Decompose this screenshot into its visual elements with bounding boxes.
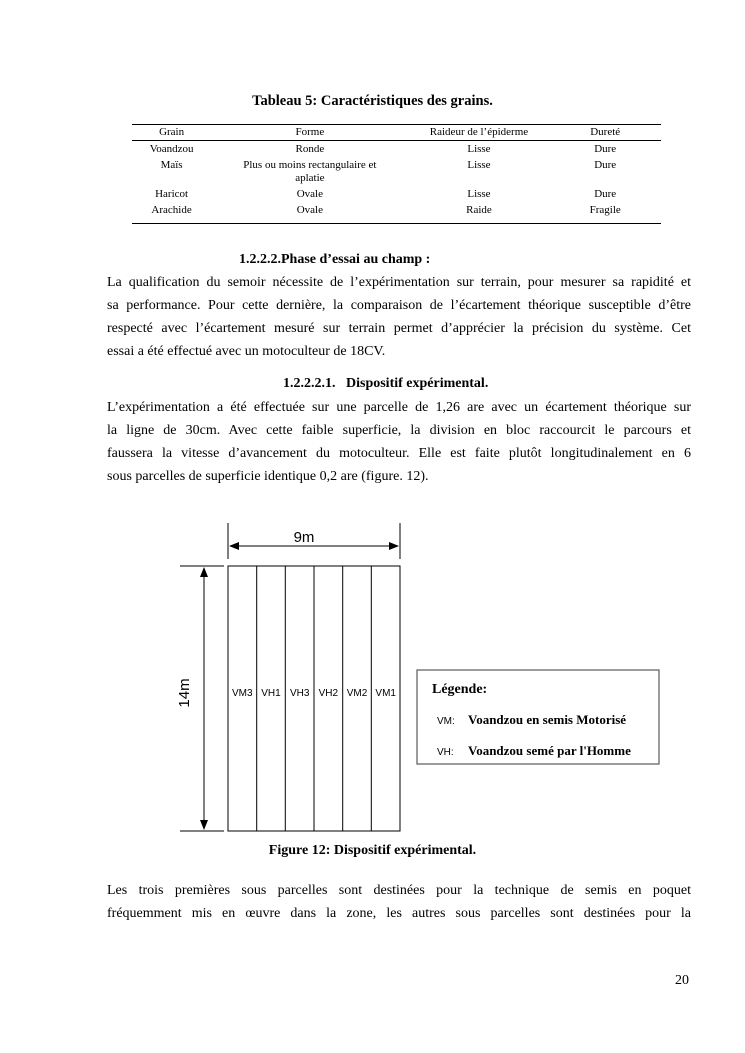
paragraph-line: fréquemment mis en œuvre dans la zone, les autres sous parcelles sont destinées pour la [107,906,691,921]
table-cell: Haricot [155,188,189,200]
table-cell: Ovale [296,204,323,216]
table-cell: Plus ou moins rectangulaire et aplatie [243,159,377,184]
legend-title: Légende: [432,682,488,697]
paragraph-line: respecté avec l’écartement mesuré sur terrain permet d’apprécier la précision du système. Cet [107,321,691,336]
table-title: Tableau 5: Caractéristiques des grains. [252,93,493,109]
table-header-cell: Dureté [549,125,661,141]
legend-text: Voandzou en semis Motorisé [468,712,627,727]
table-cell: Voandzou [149,143,194,155]
table-cell: Dure [594,188,617,200]
paragraph-line: sous parcelles de superficie identique 0,2 are (figure. 12). [107,469,429,484]
page-number: 20 [675,973,689,988]
table-row [132,157,661,186]
plot-label: VM3 [232,688,253,699]
paragraph [107,271,691,363]
paragraph-line: La qualification du semoir nécessite de l’expérimentation sur terrain, pour mesurer sa rapidité et [107,275,691,290]
plot-label: VH2 [318,688,339,699]
table-cell: Lisse [467,143,491,155]
section-heading: 1.2.2.2.Phase d’essai au champ : [239,252,431,267]
table-row [132,202,661,224]
paragraph-line: L’expérimentation a été effectuée sur une parcelle de 1,26 are avec un écartement théorique sur [107,400,691,415]
paragraph-line: Les trois premières sous parcelles sont destinées pour la technique de semis en poquet [107,883,691,898]
plot-label: VM1 [375,688,396,699]
subsection-heading [283,376,488,392]
paragraph-line: faussera la vitesse d’avancement du motoculteur. Elle est faite plutôt longitudinalement en 6 [107,446,691,461]
subsection-title: Dispositif expérimental. [346,376,489,391]
table-header-row [132,125,661,141]
paragraph-line: essai a été effectué avec un motoculteur de 18CV. [107,344,386,359]
table-header-cell: Grain [132,125,211,141]
experimental-layout-figure [170,515,670,840]
height-label: 14m [176,678,193,708]
table-cell: Arachide [151,204,192,216]
table-cell: Maïs [160,159,183,171]
plot-label: VM2 [346,688,368,699]
plot-label: VH1 [261,688,281,699]
grains-table [132,124,661,224]
table-cell: Raide [466,204,492,216]
plot-label: VH3 [289,688,310,699]
table-cell: Fragile [589,204,621,216]
legend [417,670,659,764]
paragraph-line: sa performance. Pour cette dernière, la comparaison de l’écartement théorique susceptible d’être [107,298,691,313]
table-row [132,141,661,158]
legend-code: VH: [437,747,454,758]
width-label: 9m [293,529,315,546]
table-header-cell: Raideur de l’épiderme [409,125,550,141]
paragraph [107,879,691,925]
paragraph [107,396,691,488]
table-cell: Ronde [295,143,325,155]
legend-code: VM: [437,716,455,727]
table-cell: Dure [594,159,617,171]
figure-caption: Figure 12: Dispositif expérimental. [268,843,477,858]
legend-text: Voandzou semé par l'Homme [468,743,631,758]
table-cell: Lisse [467,188,491,200]
table-header-cell: Forme [211,125,408,141]
table-row [132,186,661,202]
table-cell: Dure [594,143,617,155]
table-cell: Ovale [296,188,323,200]
table-cell: Lisse [467,159,491,171]
subsection-number: 1.2.2.2.1. [283,376,336,391]
paragraph-line: la ligne de 30cm. Avec cette faible superficie, la division en bloc raccourcit le parcours et [107,423,691,438]
